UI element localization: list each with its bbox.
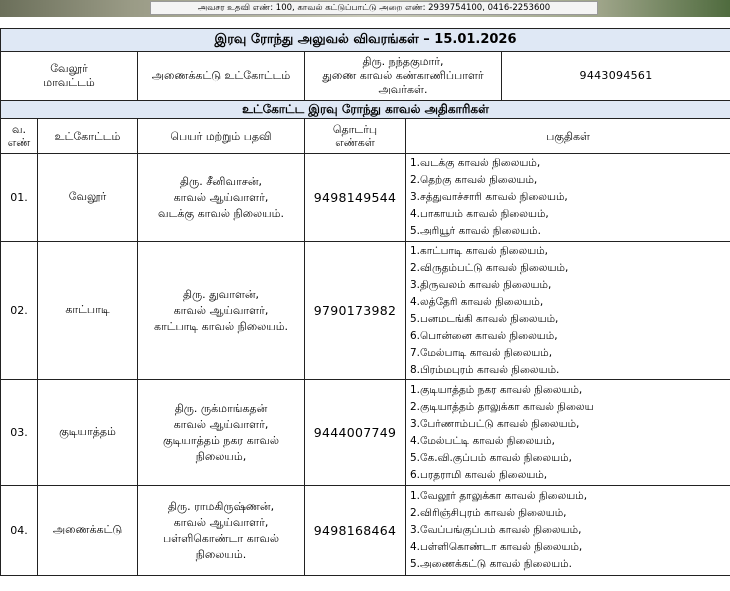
area-item: 1.காட்பாடி காவல் நிலையம், [410, 244, 549, 257]
row-areas [406, 242, 730, 380]
officer-designation: காவல் ஆய்வாளர், [173, 303, 269, 317]
area-item: 2.விரிஞ்சிபுரம் காவல் நிலையம், [410, 507, 567, 519]
table-row [1, 242, 730, 380]
officer-name: திரு. துவாளன், [182, 287, 260, 301]
row-sno: 04. [1, 486, 38, 576]
section-title: உட்கோட்ட இரவு ரோந்து காவல் அதிகாரிகள் [1, 101, 730, 119]
area-item: 5.அணைக்கட்டு காவல் நிலையம். [410, 558, 572, 570]
area-item: 5.அரியூர் காவல் நிலையம். [410, 225, 541, 237]
column-header-row [1, 119, 730, 154]
area-item: 3.வேப்பங்குப்பம் காவல் நிலையம், [410, 524, 582, 536]
officer-name: திரு. சீனிவாசன், [180, 174, 262, 188]
header-contact-line1: தொடர்பு [332, 123, 378, 136]
district-officer-cell [305, 52, 502, 101]
row-areas [406, 486, 730, 576]
officer-name: திரு. ராமகிருஷ்ணன், [167, 499, 275, 513]
district-name-line2: மாவட்டம் [43, 76, 95, 89]
officer-designation: காவல் ஆய்வாளர், [173, 515, 269, 529]
officer-designation: துணை காவல் கண்காணிப்பாளர் [322, 69, 484, 82]
table-row [1, 154, 730, 242]
officer-name: திரு. நந்தகுமார், [362, 55, 444, 68]
row-subdivision: குடியாத்தம் [38, 380, 138, 486]
row-officer [138, 154, 305, 242]
officer-station: குடியாத்தம் நகர காவல் நிலையம், [162, 433, 280, 463]
officer-designation: காவல் ஆய்வாளர், [173, 190, 269, 204]
officer-station: பள்ளிகொண்டா காவல் நிலையம். [162, 531, 280, 561]
row-subdivision: காட்பாடி [38, 242, 138, 380]
row-sno: 01. [1, 154, 38, 242]
area-item: 7.மேல்பாடி காவல் நிலையம், [410, 346, 553, 359]
row-areas [406, 154, 730, 242]
section-title-row [1, 101, 730, 119]
area-item: 5.கே.வி.குப்பம் காவல் நிலையம், [410, 451, 572, 464]
header-sno-line2: எண் [7, 136, 31, 149]
table-row [1, 380, 730, 486]
row-officer [138, 486, 305, 576]
header-contact [305, 119, 406, 154]
table-row [1, 486, 730, 576]
row-sno: 03. [1, 380, 38, 486]
area-item: 5.பனமடங்கி காவல் நிலையம், [410, 312, 559, 325]
header-subdivision: உட்கோட்டம் [38, 119, 138, 154]
area-item: 3.பேர்ணாம்பட்டு காவல் நிலையம், [410, 417, 580, 430]
night-patrol-table [0, 28, 730, 576]
district-name-cell [1, 52, 138, 101]
officer-designation: காவல் ஆய்வாளர், [173, 417, 269, 431]
district-subdivision-cell: அணைக்கட்டு உட்கோட்டம் [138, 52, 305, 101]
area-item: 4.பாகாயம் காவல் நிலையம், [410, 208, 549, 220]
header-sno-line1: வ. [11, 123, 27, 136]
area-item: 1.குடியாத்தம் நகர காவல் நிலையம், [410, 383, 583, 396]
officer-station: வடக்கு காவல் நிலையம். [158, 206, 284, 220]
area-item: 3.திருவலம் காவல் நிலையம், [410, 278, 552, 291]
page-title: இரவு ரோந்து அலுவல் விவரங்கள் – 15.01.2026 [1, 29, 730, 52]
area-item: 4.பள்ளிகொண்டா காவல் நிலையம், [410, 541, 583, 553]
header-name-designation: பெயர் மற்றும் பதவி [138, 119, 305, 154]
district-name-line1: வேலூர் [50, 62, 88, 75]
row-phone: 9444007749 [305, 380, 406, 486]
row-phone: 9498149544 [305, 154, 406, 242]
area-item: 4.மேல்பட்டி காவல் நிலையம், [410, 434, 555, 447]
area-item: 3.சத்துவாச்சாரி காவல் நிலையம், [410, 191, 568, 203]
officer-station: காட்பாடி காவல் நிலையம். [153, 319, 289, 333]
row-phone: 9790173982 [305, 242, 406, 380]
row-phone: 9498168464 [305, 486, 406, 576]
area-item: 8.பிரம்மபுரம் காவல் நிலையம். [410, 363, 560, 376]
row-areas [406, 380, 730, 486]
area-item: 1.வேலூர் தாலுக்கா காவல் நிலையம், [410, 490, 588, 502]
row-officer [138, 242, 305, 380]
area-item: 4.லத்தேரி காவல் நிலையம், [410, 295, 544, 308]
area-item: 2.குடியாத்தம் தாலுக்கா காவல் நிலைய [410, 400, 594, 413]
area-item: 6.பரதராமி காவல் நிலையம், [410, 468, 548, 481]
district-info-row [1, 52, 730, 101]
officer-honorific: அவர்கள். [378, 83, 428, 96]
row-officer [138, 380, 305, 486]
header-contact-line2: எண்கள் [335, 136, 375, 149]
area-item: 6.பொன்னை காவல் நிலையம், [410, 329, 558, 342]
top-banner-strip [0, 0, 730, 17]
row-subdivision: வேலூர் [38, 154, 138, 242]
area-item: 2.விருதம்பட்டு காவல் நிலையம், [410, 261, 569, 274]
district-phone-cell: 9443094561 [502, 52, 730, 101]
emergency-contact-banner: அவசர உதவி எண்: 100, காவல் கட்டுப்பாட்டு அறை எண்: 2939754100, 0416-2253600 [150, 1, 598, 15]
header-sno [1, 119, 38, 154]
area-item: 1.வடக்கு காவல் நிலையம், [410, 157, 541, 169]
area-item: 2.தெற்கு காவல் நிலையம், [410, 174, 538, 186]
officer-name: திரு. ருக்மாங்கதன் [174, 401, 268, 415]
row-sno: 02. [1, 242, 38, 380]
title-row [1, 29, 730, 52]
row-subdivision: அணைக்கட்டு [38, 486, 138, 576]
header-areas: பகுதிகள் [406, 119, 730, 154]
